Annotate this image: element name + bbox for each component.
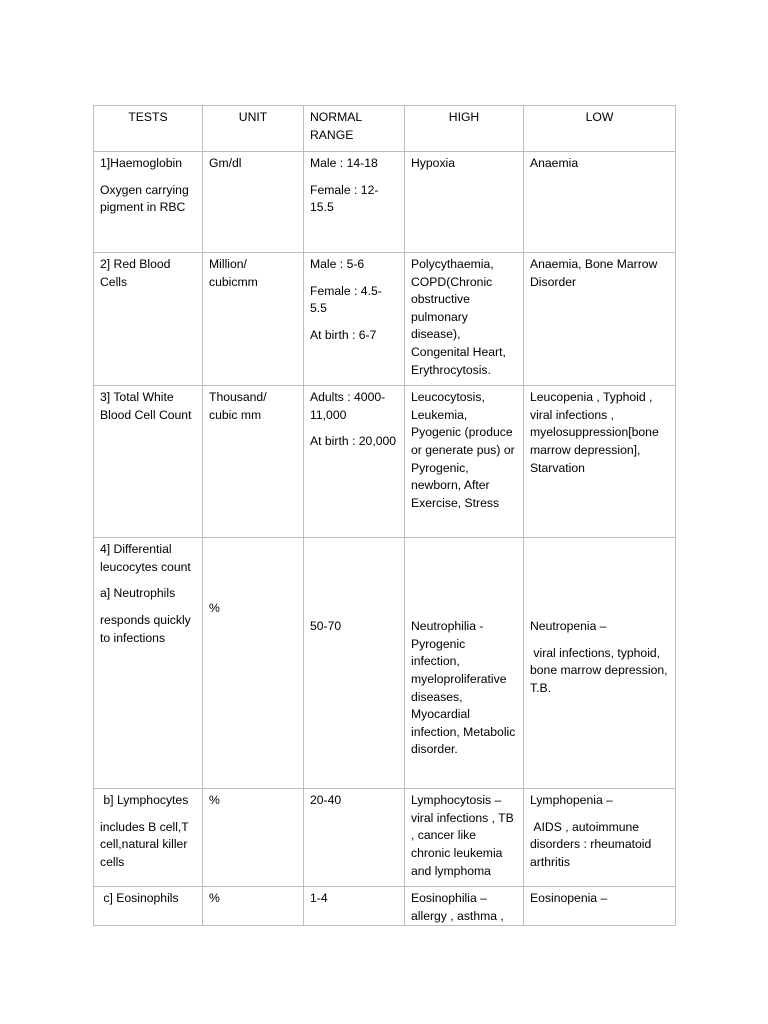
range-value: Male : 14-18 <box>310 156 378 170</box>
header-high-label: HIGH <box>448 110 480 124</box>
header-tests-label: TESTS <box>128 110 168 124</box>
test-description: includes B cell,T cell,natural killer cells <box>100 819 189 869</box>
table-row <box>94 538 676 789</box>
unit-cell <box>203 253 304 386</box>
range-value: Male : 5-6 <box>310 257 365 271</box>
low-value: Neutropenia – <box>530 619 607 634</box>
range-value: 50-70 <box>310 619 342 634</box>
range-value: At birth : 6-7 <box>310 327 377 342</box>
range-cell <box>304 789 405 887</box>
range-value: At birth : 20,000 <box>310 434 397 449</box>
unit-value: % <box>209 793 220 808</box>
header-unit <box>203 106 304 152</box>
high-value: Eosinophilia – allergy , asthma , <box>411 891 504 923</box>
low-cell <box>524 253 676 386</box>
range-cell <box>304 538 405 789</box>
low-value: Leucopenia , Typhoid , viral infections , myelosuppression[bone marrow depression], Starvation <box>530 390 659 475</box>
low-value: viral infections, typhoid, bone marrow depression, T.B. <box>530 645 671 695</box>
test-name: c] Eosinophils <box>100 891 179 906</box>
unit-value: Million/ cubicmm <box>209 257 258 289</box>
table-row <box>94 887 676 926</box>
header-tests <box>94 106 203 152</box>
table-row <box>94 386 676 538</box>
range-cell <box>304 887 405 926</box>
unit-cell <box>203 538 304 789</box>
low-cell <box>524 538 676 789</box>
high-cell <box>405 538 524 789</box>
header-unit-label: UNIT <box>238 110 268 124</box>
low-value: Eosinopenia – <box>530 891 608 906</box>
test-name: b] Lymphocytes <box>100 793 189 808</box>
high-cell <box>405 386 524 538</box>
high-cell <box>405 789 524 887</box>
test-subname: a] Neutrophils <box>100 586 176 601</box>
low-cell <box>524 386 676 538</box>
header-normal-range <box>304 106 405 152</box>
header-low <box>524 106 676 152</box>
header-low-label: LOW <box>585 110 614 124</box>
high-value: Neutrophilia - Pyrogenic infection, myeloproliferative diseases, Myocardial infection, Metabolic disorder. <box>411 619 516 757</box>
header-row <box>94 106 676 152</box>
high-cell <box>405 152 524 253</box>
unit-value: Thousand/ cubic mm <box>209 390 267 422</box>
header-normal-range-label: NORMAL RANGE <box>310 110 362 142</box>
test-cell <box>94 386 203 538</box>
range-cell <box>304 253 405 386</box>
table-row <box>94 253 676 386</box>
low-cell <box>524 789 676 887</box>
range-value: Female : 4.5-5.5 <box>310 283 382 316</box>
range-cell <box>304 386 405 538</box>
high-value: Lymphocytosis – viral infections , TB , cancer like chronic leukemia and lymphoma <box>411 793 514 878</box>
range-value: 20-40 <box>310 793 342 808</box>
low-value: Lymphopenia – <box>530 793 613 808</box>
range-value: Adults : 4000-11,000 <box>310 390 386 422</box>
header-high <box>405 106 524 152</box>
test-cell <box>94 538 203 789</box>
unit-cell <box>203 386 304 538</box>
unit-value: Gm/dl <box>209 156 242 170</box>
high-cell <box>405 887 524 926</box>
unit-cell <box>203 152 304 253</box>
unit-cell <box>203 887 304 926</box>
test-cell <box>94 152 203 253</box>
high-value: Leucocytosis, Leukemia, Pyogenic (produce or generate pus) or Pyrogenic, newborn, After Exercise, Stress <box>411 390 515 510</box>
test-name: 3] Total White Blood Cell Count <box>100 390 192 422</box>
test-description: responds quickly to infections <box>100 612 191 645</box>
test-cell <box>94 887 203 926</box>
low-value: Anaemia <box>530 156 579 170</box>
test-cell <box>94 253 203 386</box>
table-row <box>94 152 676 253</box>
low-value: AIDS , autoimmune disorders : rheumatoid arthritis <box>530 819 655 869</box>
range-cell <box>304 152 405 253</box>
range-value: Female : 12-15.5 <box>310 182 379 215</box>
test-name: 2] Red Blood Cells <box>100 257 171 289</box>
range-value: 1-4 <box>310 891 328 906</box>
unit-value: % <box>209 891 220 906</box>
test-description: Oxygen carrying pigment in RBC <box>100 182 189 215</box>
lab-tests-table <box>93 105 676 926</box>
unit-cell <box>203 789 304 887</box>
table-row <box>94 789 676 887</box>
unit-value: % <box>209 601 220 616</box>
test-cell <box>94 789 203 887</box>
high-value: Polycythaemia, COPD(Chronic obstructive pulmonary disease), Congenital Heart, Erythrocytosis. <box>411 257 506 377</box>
test-name: 4] Differential leucocytes count <box>100 542 191 574</box>
high-cell <box>405 253 524 386</box>
high-value: Hypoxia <box>411 156 456 170</box>
low-cell <box>524 887 676 926</box>
low-value: Anaemia, Bone Marrow Disorder <box>530 257 658 289</box>
test-name: 1]Haemoglobin <box>100 156 182 170</box>
low-cell <box>524 152 676 253</box>
